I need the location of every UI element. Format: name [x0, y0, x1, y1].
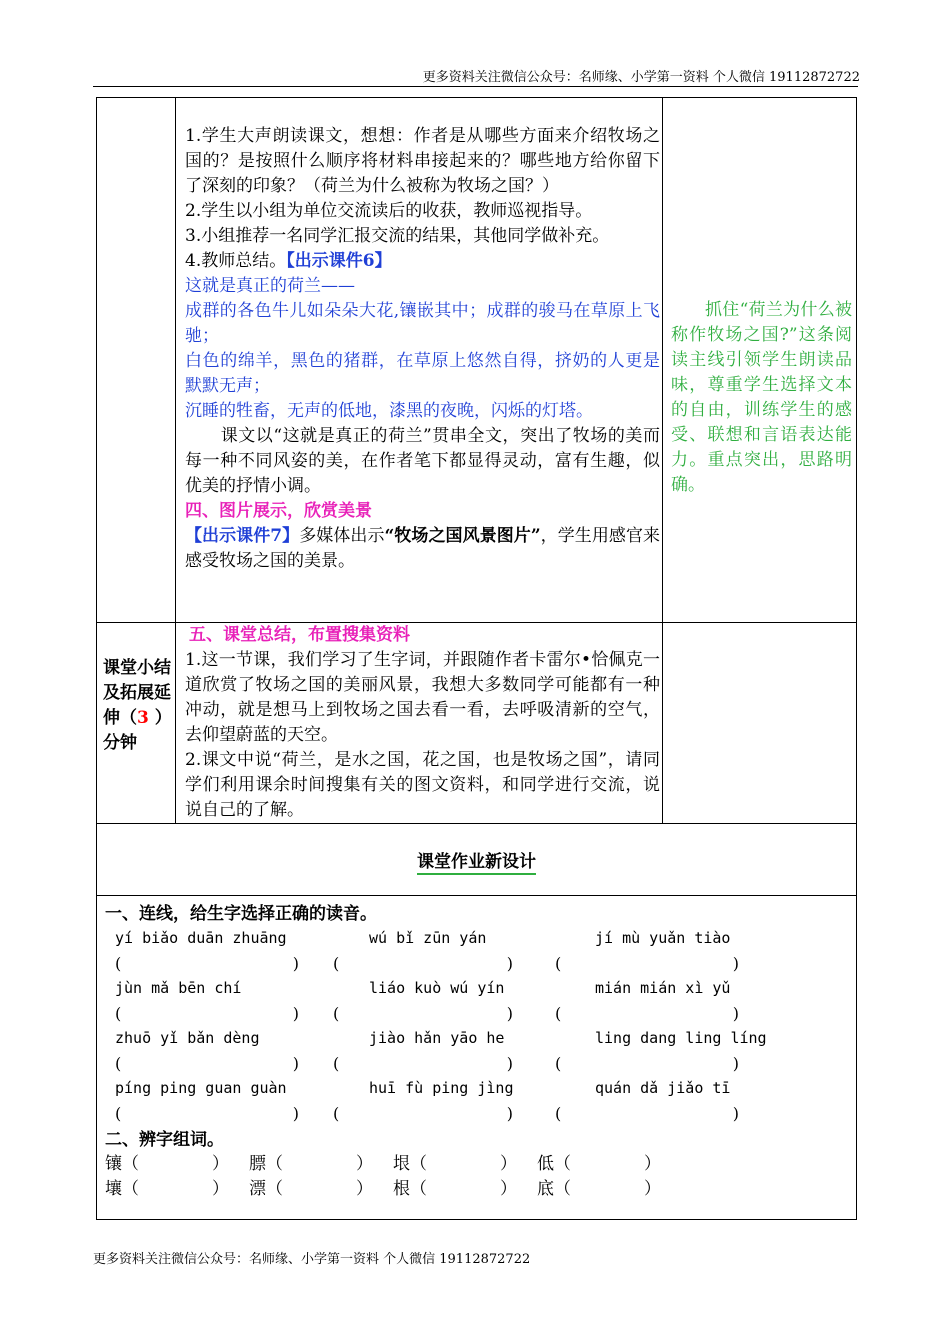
- word-row: [105, 1177, 852, 1202]
- summary-row: [97, 623, 857, 824]
- study-label-cell: [97, 98, 176, 623]
- teacher-summary: 4.教师总结。【出示课件6】: [185, 251, 392, 271]
- quote-line: 沉睡的牲畜，无声的低地，漆黑的夜晚，闪烁的灯塔。: [185, 401, 593, 421]
- study-line: 2.学生以小组为单位交流读后的收获，教师巡视指导。: [185, 201, 593, 221]
- homework-cell: [97, 896, 857, 1220]
- lesson-plan-table: [96, 97, 857, 1220]
- summary-label-cell: [97, 623, 176, 824]
- answer-blank-row: [105, 1101, 852, 1126]
- answer-blank[interactable]: ( ): [555, 1004, 739, 1023]
- answer-blank-row: [105, 1051, 852, 1076]
- page-footer: 更多资料关注微信公众号：名师缘、小学第一资料 个人微信 19112872722: [93, 1252, 531, 1267]
- part4-title: 四、图片展示，欣赏美景: [185, 501, 372, 521]
- answer-blank[interactable]: ( ): [115, 954, 299, 973]
- page-header: 更多资料关注微信公众号：名师缘、小学第一资料 个人微信 19112872722: [422, 70, 860, 85]
- answer-blank[interactable]: ( ): [333, 1004, 513, 1023]
- answer-blank[interactable]: ( ): [555, 1054, 739, 1073]
- courseware-tag-6: 【出示课件6】: [286, 251, 392, 271]
- homework-row: [97, 896, 857, 1220]
- study-content-cell: [176, 98, 663, 623]
- pinyin-row: yí biǎo duān zhuāng wú bǐ zūn yán jí mù yuǎn tiào: [115, 929, 731, 947]
- word-blank[interactable]: 膘（ ）: [249, 1154, 373, 1174]
- question-1: 一、连线，给生字选择正确的读音。: [105, 904, 377, 924]
- question-2: 二、辨字组词。: [105, 1130, 224, 1150]
- homework-title: 课堂作业新设计: [417, 852, 536, 875]
- design-note-cell: [663, 98, 857, 623]
- word-blank[interactable]: 镶（ ）: [105, 1154, 229, 1174]
- quote-line: 白色的绵羊，黑色的猪群，在草原上悠然自得，挤奶的人更是默默无声；: [185, 351, 660, 396]
- answer-blank[interactable]: ( ): [333, 1054, 513, 1073]
- study-row: [97, 98, 857, 623]
- answer-blank[interactable]: ( ): [555, 954, 739, 973]
- word-blank[interactable]: 漂（ ）: [249, 1179, 373, 1199]
- pinyin-row: píng ping guan guàn huī fù ping jìng quán dǎ jiǎo tī: [115, 1079, 731, 1097]
- quote-line: 这就是真正的荷兰——: [185, 276, 355, 296]
- word-blank[interactable]: 根（ ）: [393, 1179, 517, 1199]
- courseware-tag-7: 【出示课件7】: [185, 526, 300, 546]
- word-blank[interactable]: 低（ ）: [537, 1154, 661, 1174]
- answer-blank[interactable]: ( ): [333, 1104, 513, 1123]
- summary-p1: 1.这一节课，我们学习了生字词，并跟随作者卡雷尔•恰佩克一道欣赏了牧场之国的美丽风景，我想大多数同学可能都有一种冲动，就是想马上到牧场之国去看一看，去呼吸清新的空气，去仰望蔚蓝的天空。: [185, 650, 660, 745]
- answer-blank-row: [105, 1001, 852, 1026]
- answer-blank[interactable]: ( ): [115, 1004, 299, 1023]
- answer-blank[interactable]: ( ): [333, 954, 513, 973]
- quote-line: 成群的各色牛儿如朵朵大花,镶嵌其中；成群的骏马在草原上飞驰；: [185, 301, 660, 346]
- commentary: 课文以“这就是真正的荷兰”贯串全文，突出了牧场的美而每一种不同风姿的美，在作者笔下都显得灵动，富有生趣，似优美的抒情小调。: [185, 426, 660, 496]
- part4-text: 【出示课件7】多媒体出示“牧场之国风景图片”，学生用感官来感受牧场之国的美景。: [185, 526, 661, 571]
- word-blank[interactable]: 壤（ ）: [105, 1179, 229, 1199]
- summary-note-cell: [663, 623, 857, 824]
- summary-title: 五、课堂总结，布置搜集资料: [189, 625, 410, 645]
- summary-p2: 2.课文中说“荷兰，是水之国，花之国，也是牧场之国”，请同学们利用课余时间搜集有关的图文资料，和同学进行交流，说说自己的了解。: [185, 750, 660, 820]
- design-note: 抓住“荷兰为什么被称作牧场之国?”这条阅读主线引领学生朗读品味，尊重学生选择文本的自由，训练学生的感受、联想和言语表达能力。重点突出，思路明确。: [671, 300, 852, 495]
- summary-label: 课堂小结及拓展延伸（3 ）分钟: [103, 658, 172, 753]
- pinyin-row: jùn mǎ bēn chí liáo kuò wú yín mián mián xì yǔ: [115, 979, 731, 997]
- study-line: 1.学生大声朗读课文，想想：作者是从哪些方面来介绍牧场之国的？是按照什么顺序将材料串接起来的？哪些地方给你留下了深刻的印象？（荷兰为什么被称为牧场之国？）: [185, 126, 660, 196]
- answer-blank[interactable]: ( ): [115, 1054, 299, 1073]
- word-row: [105, 1152, 852, 1177]
- word-blank[interactable]: 底（ ）: [537, 1179, 661, 1199]
- answer-blank[interactable]: ( ): [555, 1104, 739, 1123]
- answer-blank-row: [105, 951, 852, 976]
- summary-text: [176, 623, 662, 823]
- homework-title-cell: [97, 824, 857, 896]
- word-blank[interactable]: 垠（ ）: [393, 1154, 517, 1174]
- homework-title-row: [97, 824, 857, 896]
- study-text: [176, 98, 662, 574]
- answer-blank[interactable]: ( ): [115, 1104, 299, 1123]
- study-line: 3.小组推荐一名同学汇报交流的结果，其他同学做补充。: [185, 226, 610, 246]
- pinyin-row: zhuō yǐ bǎn dèng jiào hǎn yāo he ling dang ling líng: [115, 1029, 767, 1047]
- summary-content-cell: [176, 623, 663, 824]
- header-rule: [93, 86, 858, 87]
